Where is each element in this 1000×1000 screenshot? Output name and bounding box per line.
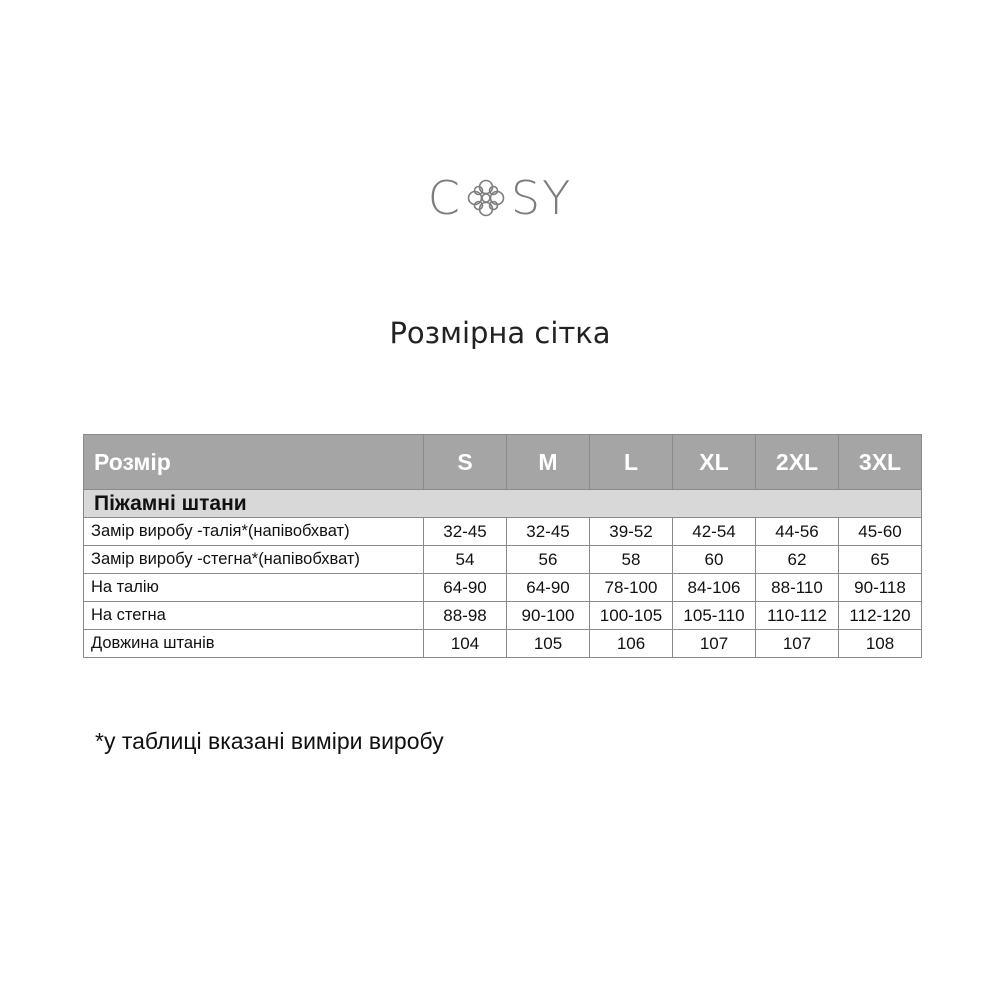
table-cell: 39-52 [590,518,673,546]
brand-logo [0,168,1000,228]
section-row [84,490,922,518]
table-cell: 90-118 [839,574,922,602]
header-size-3xl: 3XL [839,435,922,490]
page-title: Розмірна сітка [389,316,611,350]
table-cell: 106 [590,630,673,658]
table-row [84,546,922,574]
footnote: *у таблиці вказані виміри виробу [95,728,444,754]
row-label: На талію [84,574,424,602]
table-cell: 105 [507,630,590,658]
header-size-l: L [590,435,673,490]
row-label: На стегна [84,602,424,630]
table-cell: 107 [673,630,756,658]
table-cell: 56 [507,546,590,574]
table-cell: 78-100 [590,574,673,602]
table-cell: 90-100 [507,602,590,630]
table-header-row [84,435,922,490]
table-cell: 105-110 [673,602,756,630]
table-cell: 65 [839,546,922,574]
table-cell: 64-90 [507,574,590,602]
table-cell: 42-54 [673,518,756,546]
table-cell: 88-110 [756,574,839,602]
header-size-2xl: 2XL [756,435,839,490]
table-row [84,518,922,546]
header-size-m: M [507,435,590,490]
header-size-label: Розмір [84,435,424,490]
table-cell: 44-56 [756,518,839,546]
brand-letters-left: C [427,171,462,225]
flower-knot-icon [464,176,508,220]
table-cell: 60 [673,546,756,574]
table-cell: 64-90 [424,574,507,602]
table-cell: 84-106 [673,574,756,602]
table-cell: 58 [590,546,673,574]
header-size-xl: XL [673,435,756,490]
table-row [84,602,922,630]
section-title: Піжамні штани [84,490,922,518]
table-cell: 107 [756,630,839,658]
table-cell: 62 [756,546,839,574]
table-cell: 32-45 [507,518,590,546]
table-cell: 110-112 [756,602,839,630]
table-row [84,630,922,658]
brand-letters-right: SY [510,171,573,225]
row-label: Замір виробу -стегна*(напівобхват) [84,546,424,574]
table-cell: 32-45 [424,518,507,546]
table-cell: 45-60 [839,518,922,546]
table-cell: 108 [839,630,922,658]
table-cell: 112-120 [839,602,922,630]
table-cell: 104 [424,630,507,658]
row-label: Довжина штанів [84,630,424,658]
row-label: Замір виробу -талія*(напівобхват) [84,518,424,546]
table-cell: 100-105 [590,602,673,630]
table-cell: 88-98 [424,602,507,630]
header-size-s: S [424,435,507,490]
size-chart-table [83,434,922,658]
table-cell: 54 [424,546,507,574]
table-row [84,574,922,602]
